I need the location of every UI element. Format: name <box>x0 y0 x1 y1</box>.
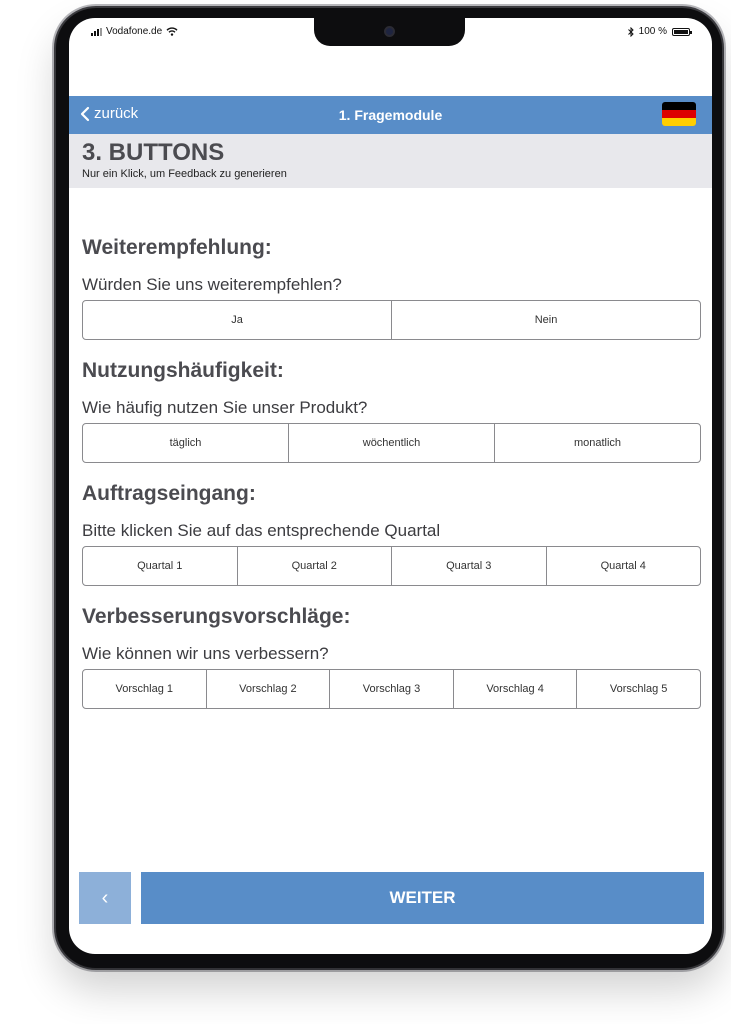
answer-button-woechentlich[interactable]: wöchentlich <box>289 424 495 462</box>
flag-stripe <box>662 102 696 110</box>
question-heading: Auftragseingang: <box>82 482 256 505</box>
answer-button-group <box>82 423 701 463</box>
carrier-label: Vodafone.de <box>106 26 163 37</box>
battery-fill <box>674 30 688 34</box>
signal-icon <box>91 28 102 36</box>
answer-button-quartal-1[interactable]: Quartal 1 <box>83 547 238 585</box>
answer-button-vorschlag-2[interactable]: Vorschlag 2 <box>207 670 331 708</box>
answer-button-vorschlag-3[interactable]: Vorschlag 3 <box>330 670 454 708</box>
flag-stripe <box>662 110 696 118</box>
next-button[interactable]: WEITER <box>141 872 704 924</box>
camera-notch <box>314 18 465 46</box>
germany-flag-icon[interactable] <box>662 102 696 126</box>
answer-button-group <box>82 669 701 709</box>
section-title: 3. BUTTONS <box>82 139 225 166</box>
answer-button-quartal-4[interactable]: Quartal 4 <box>600 560 646 572</box>
question-nutzungshaeufigkeit <box>82 359 701 463</box>
navigation-bar <box>69 96 712 134</box>
page-title: 1. Fragemodule <box>338 107 443 123</box>
camera-icon <box>384 26 395 37</box>
back-label: zurück <box>94 105 139 122</box>
answer-button-nein[interactable]: Nein <box>534 314 558 326</box>
question-heading: Nutzungshäufigkeit: <box>82 359 284 382</box>
battery-icon <box>672 28 690 36</box>
answer-button-taeglich[interactable]: täglich <box>83 424 289 462</box>
wifi-icon <box>166 27 178 36</box>
answer-button-quartal-3[interactable]: Quartal 3 <box>392 547 547 585</box>
status-right <box>628 26 690 37</box>
answer-button-vorschlag-1[interactable]: Vorschlag 1 <box>83 670 207 708</box>
section-header <box>69 134 712 188</box>
question-heading: Verbesserungsvorschläge: <box>82 605 351 628</box>
question-text: Würden Sie uns weiterempfehlen? <box>82 275 342 294</box>
battery-label: 100 % <box>638 26 667 37</box>
answer-button-ja[interactable]: Ja <box>83 301 392 339</box>
flag-stripe <box>662 118 696 126</box>
question-text: Wie häufig nutzen Sie unser Produkt? <box>82 398 368 417</box>
question-text: Wie können wir uns verbessern? <box>82 644 329 663</box>
question-weiterempfehlung <box>82 236 701 340</box>
question-verbesserungsvorschlaege <box>82 605 701 709</box>
answer-button-vorschlag-4[interactable]: Vorschlag 4 <box>454 670 578 708</box>
section-subtitle: Nur ein Klick, um Feedback zu generieren <box>82 168 287 180</box>
question-text: Bitte klicken Sie auf das entsprechende Quartal <box>82 521 441 540</box>
answer-button-group <box>82 300 701 340</box>
previous-button[interactable]: ‹ <box>79 872 131 924</box>
question-auftragseingang <box>82 482 701 586</box>
status-left <box>91 26 178 37</box>
answer-button-quartal-2[interactable]: Quartal 2 <box>238 547 393 585</box>
answer-button-vorschlag-5[interactable]: Vorschlag 5 <box>609 683 668 695</box>
answer-button-group <box>82 546 701 586</box>
screen <box>69 18 712 954</box>
answer-button-monatlich[interactable]: monatlich <box>573 437 622 449</box>
question-heading: Weiterempfehlung: <box>82 236 272 259</box>
bluetooth-icon <box>628 27 634 37</box>
